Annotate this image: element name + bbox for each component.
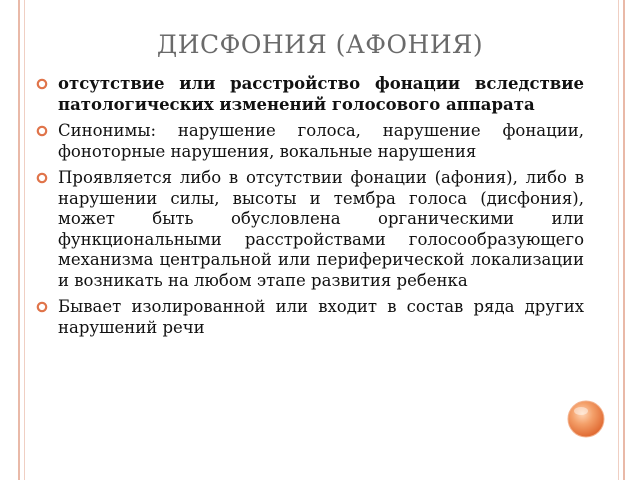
ring-bullet-icon [36,78,48,90]
list-item-text: Бывает изолированной или входит в состав ряда других нарушений речи [58,297,584,337]
bullet-list [36,74,584,344]
slide-title: ДИСФОНИЯ (АФОНИЯ) [156,30,484,59]
ring-bullet-icon [36,172,48,184]
ring-bullet-icon [36,125,48,137]
list-item-text: Проявляется либо в отсутствии фонации (афония), либо в нарушении силы, высоты и тембра голоса (дисфония), может быть обусловлена органическими или функциональными расстройствами голосообразующего механизма центральной или периферической локализации и возникать на любом этапе развития ребенка [58,168,584,290]
list-item [36,121,584,162]
ring-bullet-icon [36,301,48,313]
list-item [36,74,584,115]
list-item-text: отсутствие или расстройство фонации вследствие патологических изменений голосового аппарата [58,74,584,114]
list-item-text: Синонимы: нарушение голоса, нарушение фонации, фоноторные нарушения, вокальные нарушения [58,121,584,161]
orange-orb-icon [566,399,606,439]
list-item [36,297,584,338]
list-item [36,168,584,291]
